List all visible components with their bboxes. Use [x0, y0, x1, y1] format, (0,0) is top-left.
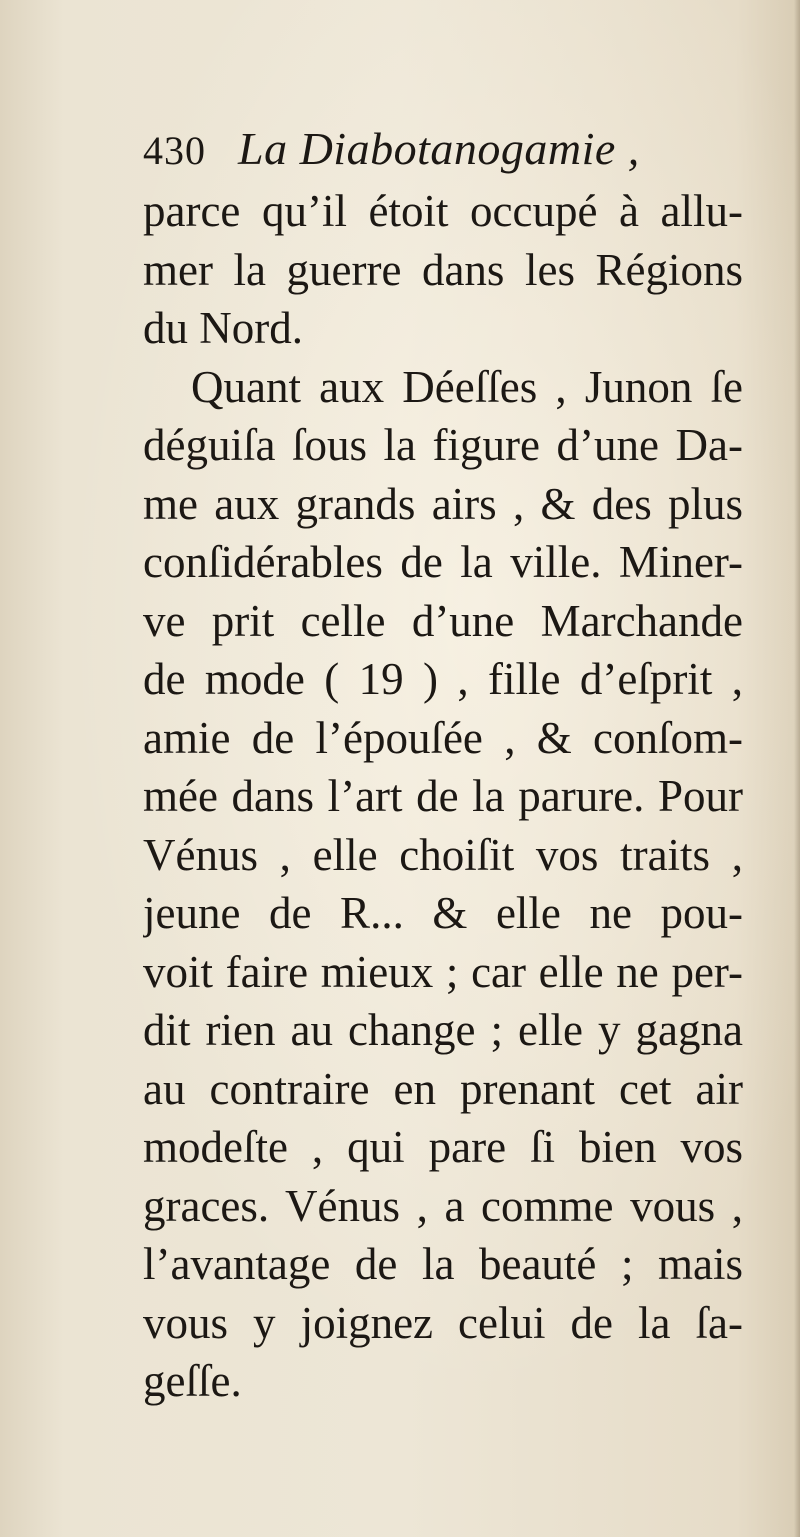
body-text: [143, 182, 743, 1411]
text-line: Vénus , elle choiſit vos traits ,: [143, 829, 743, 880]
text-line: mer la guerre dans les Régions: [143, 244, 743, 295]
text-line: geſſe.: [143, 1356, 242, 1406]
text-line: l’avantage de la beauté ; mais: [143, 1239, 743, 1289]
text-line: voit faire mieux ; car elle ne per-: [143, 946, 743, 997]
page-number: 430: [143, 128, 206, 173]
running-title: La Diabotanogamie ,: [238, 123, 640, 174]
text-line: du Nord.: [143, 303, 303, 353]
text-line: au contraire en prenant cet air: [143, 1063, 743, 1114]
text-line: mée dans l’art de la parure. Pour: [143, 771, 743, 821]
text-line: vous y joignez celui de la ſa-: [143, 1297, 743, 1348]
text-line: parce qu’il étoit occupé à allu-: [143, 186, 743, 236]
text-line: amie de l’épouſée , & conſom-: [143, 712, 743, 763]
text-line: dit rien au change ; elle y gagna: [143, 1005, 743, 1055]
text-line: déguiſa ſous la figure d’une Da-: [143, 420, 743, 470]
text-line: graces. Vénus , a comme vous ,: [143, 1180, 743, 1231]
text-line: ve prit celle d’une Marchande: [143, 595, 743, 646]
text-line: modeſte , qui pare ſi bien vos: [143, 1122, 743, 1172]
text-line: de mode ( 19 ) , fille d’eſprit ,: [143, 654, 743, 704]
text-line: Quant aux Déeſſes , Junon ſe: [191, 361, 743, 412]
text-line: jeune de R... & elle ne pou-: [143, 888, 743, 938]
text-line: me aux grands airs , & des plus: [143, 478, 743, 529]
text-line: conſidérables de la ville. Miner-: [143, 537, 743, 587]
